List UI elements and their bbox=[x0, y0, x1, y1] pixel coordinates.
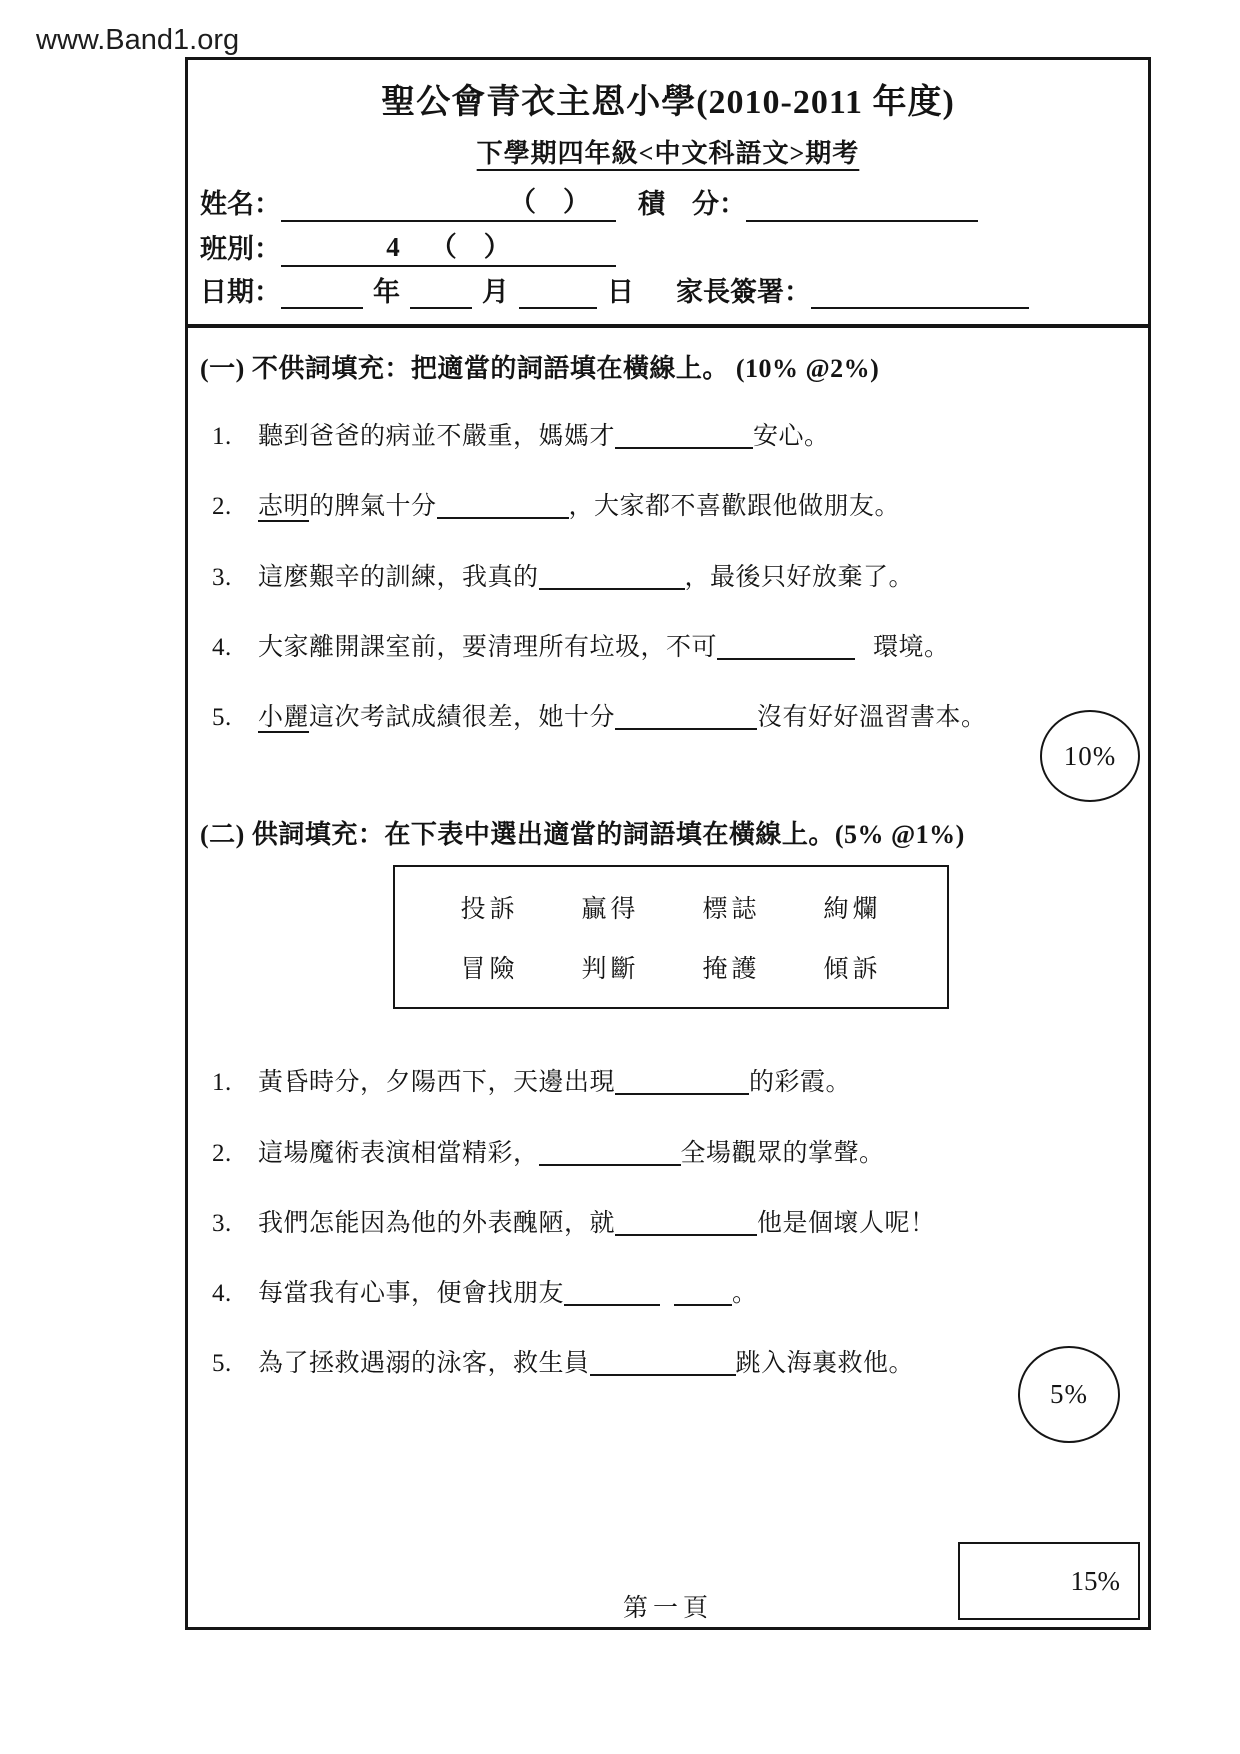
class-number-paren: （ ） bbox=[429, 231, 511, 262]
word-bank-item: 傾訴 bbox=[823, 956, 882, 984]
section2-score-circle bbox=[1018, 1346, 1120, 1443]
word-bank-item: 掩護 bbox=[702, 956, 761, 984]
question-text: 這次考試成績很差，她十分 bbox=[309, 704, 616, 731]
question-row bbox=[200, 700, 1134, 736]
question-row bbox=[200, 630, 1134, 666]
question-row bbox=[200, 1065, 1134, 1101]
parent-signature-label: 家長簽署： bbox=[676, 276, 811, 307]
answer-blank bbox=[539, 1159, 681, 1166]
underlined-name: 志明 bbox=[258, 493, 310, 521]
underlined-name: 小麗 bbox=[258, 704, 310, 731]
answer-blank bbox=[674, 1299, 732, 1306]
question-row bbox=[200, 1136, 1134, 1172]
answer-blank bbox=[539, 583, 685, 590]
section2-heading: (二) 供詞填充：在下表中選出適當的詞語填在橫線上。(5% @1%) bbox=[200, 820, 965, 850]
question-text: 每當我有心事，便會找朋友 bbox=[258, 1280, 565, 1307]
question-row bbox=[200, 419, 1134, 455]
exam-header bbox=[188, 60, 1148, 328]
school-title: 聖公會青衣主恩小學(2010-2011 年度) bbox=[381, 84, 955, 121]
question-row bbox=[200, 1276, 1134, 1312]
month-label: 月 bbox=[482, 276, 509, 307]
class-blank-line bbox=[281, 231, 616, 267]
question-text: 安心。 bbox=[753, 423, 830, 450]
answer-blank bbox=[615, 723, 757, 730]
word-bank-item: 判斷 bbox=[581, 956, 640, 984]
question-text: ，大家都不喜歡跟他做朋友。 bbox=[568, 493, 901, 521]
question-number: 1. bbox=[212, 423, 232, 450]
word-bank-item: 贏得 bbox=[581, 896, 640, 924]
answer-blank bbox=[615, 1229, 757, 1236]
score-label: 積 分： bbox=[638, 189, 746, 219]
answer-blank bbox=[615, 442, 753, 449]
class-row bbox=[200, 231, 1148, 267]
answer-blank bbox=[590, 1369, 736, 1376]
parent-signature-blank bbox=[811, 307, 1029, 309]
question-text: 的彩霞。 bbox=[749, 1069, 852, 1097]
question-text: 全場觀眾的掌聲。 bbox=[680, 1139, 885, 1167]
question-row bbox=[200, 1346, 1134, 1382]
question-number: 3. bbox=[212, 563, 232, 591]
exam-title: 下學期四年級<中文科語文>期考 bbox=[476, 139, 860, 168]
question-text: 黃昏時分，夕陽西下，天邊出現 bbox=[258, 1069, 616, 1097]
score-blank-line bbox=[746, 220, 978, 222]
word-bank-item: 冒險 bbox=[460, 956, 519, 984]
question-text: 聽到爸爸的病並不嚴重，媽媽才 bbox=[258, 423, 616, 450]
question-text: 跳入海裏救他。 bbox=[735, 1350, 915, 1378]
name-class-number-paren: （ ） bbox=[509, 187, 590, 217]
question-text: 大家離開課室前，要清理所有垃圾，不可 bbox=[258, 633, 718, 661]
name-label: 姓名： bbox=[200, 189, 281, 219]
section1-score-circle bbox=[1040, 710, 1140, 802]
answer-blank bbox=[615, 1088, 749, 1095]
word-bank-item: 絢爛 bbox=[823, 896, 882, 924]
class-grade-value: 4 bbox=[386, 231, 400, 262]
student-info-form bbox=[188, 186, 1148, 309]
answer-blank bbox=[717, 653, 855, 660]
word-bank-item: 投訴 bbox=[460, 896, 519, 924]
question-number: 5. bbox=[212, 1350, 232, 1378]
answer-blank bbox=[437, 512, 569, 519]
day-label: 日 bbox=[607, 276, 634, 307]
question-number: 4. bbox=[212, 1280, 232, 1307]
question-text: 這場魔術表演相當精彩， bbox=[258, 1139, 539, 1167]
question-text: 環境。 bbox=[873, 633, 950, 661]
question-text: ，最後只好放棄了。 bbox=[684, 563, 915, 591]
question-text: 這麼艱辛的訓練，我真的 bbox=[258, 563, 539, 591]
question-number: 4. bbox=[212, 633, 232, 661]
question-number: 2. bbox=[212, 1139, 232, 1167]
page-footer: 第一頁 bbox=[622, 1595, 713, 1622]
exam-body bbox=[188, 348, 1148, 1383]
question-row bbox=[200, 489, 1134, 525]
name-row bbox=[200, 186, 1148, 222]
question-number: 2. bbox=[212, 493, 232, 521]
question-text: 。 bbox=[732, 1280, 758, 1307]
question-text: 為了拯救遇溺的泳客，救生員 bbox=[258, 1350, 590, 1378]
section1-heading: (一) 不供詞填充：把適當的詞語填在橫線上。 (10% @2%) bbox=[200, 354, 880, 383]
section2-score-value: 5% bbox=[1050, 1379, 1088, 1409]
question-row bbox=[200, 560, 1134, 596]
class-label: 班別： bbox=[200, 233, 281, 264]
date-month-blank bbox=[410, 307, 472, 309]
question-number: 3. bbox=[212, 1209, 232, 1237]
name-blank-line bbox=[281, 186, 616, 222]
date-row bbox=[200, 276, 1148, 310]
date-label: 日期： bbox=[200, 276, 281, 307]
word-bank bbox=[393, 865, 949, 1009]
date-year-blank bbox=[281, 307, 363, 309]
answer-blank bbox=[564, 1299, 660, 1306]
year-label: 年 bbox=[373, 276, 400, 307]
question-text: 他是個壞人呢！ bbox=[757, 1209, 936, 1237]
question-number: 1. bbox=[212, 1069, 232, 1097]
date-day-blank bbox=[519, 307, 597, 309]
exam-paper bbox=[185, 57, 1151, 1630]
page-total-score-value: 15% bbox=[1070, 1565, 1120, 1596]
watermark-url: www.Band1.org bbox=[36, 24, 240, 56]
question-text: 沒有好好溫習書本。 bbox=[757, 704, 987, 731]
question-text: 的脾氣十分 bbox=[309, 493, 437, 521]
word-bank-item: 標誌 bbox=[702, 896, 761, 924]
question-text: 我們怎能因為他的外表醜陋，就 bbox=[258, 1209, 616, 1237]
section1-score-value: 10% bbox=[1063, 740, 1117, 771]
question-row bbox=[200, 1206, 1134, 1242]
question-number: 5. bbox=[212, 704, 232, 731]
